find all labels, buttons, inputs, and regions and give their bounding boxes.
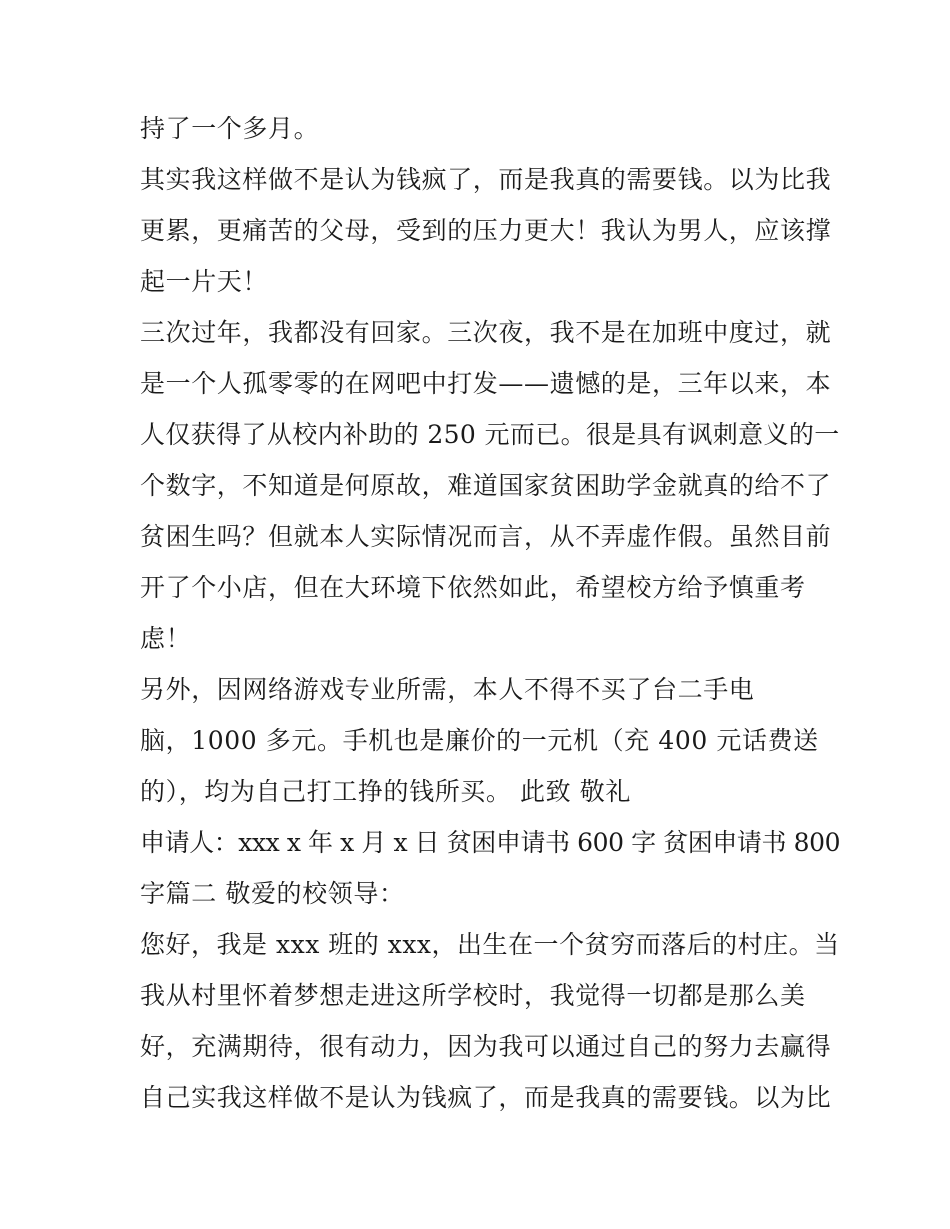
- text-line: 其实我这样做不是认为钱疯了，而是我真的需要钱。以为比我: [140, 165, 832, 194]
- text-line: 起一片天！: [140, 267, 269, 296]
- text-line: 的），均为自己打工挣的钱所买。 此致 敬礼: [140, 777, 631, 806]
- text-line: 三次过年，我都没有回家。三次夜，我不是在加班中度过，就: [140, 318, 832, 347]
- text-line: 更累，更痛苦的父母，受到的压力更大！我认为男人，应该撑: [140, 216, 832, 245]
- text-line: 字篇二 敬爱的校领导：: [140, 879, 405, 908]
- text-line: 是一个人孤零零的在网吧中打发——遗憾的是，三年以来，本: [140, 369, 832, 398]
- text-line: 人仅获得了从校内补助的 250 元而已。很是具有讽刺意义的一: [140, 420, 840, 449]
- text-line: 贫困生吗？但就本人实际情况而言，从不弄虚作假。虽然目前: [140, 522, 832, 551]
- text-line: 持了一个多月。: [140, 114, 320, 143]
- text-line: 自己实我这样做不是认为钱疯了，而是我真的需要钱。以为比: [140, 1083, 832, 1112]
- text-line: 个数字，不知道是何原故，难道国家贫困助学金就真的给不了: [140, 471, 832, 500]
- text-line: 脑，1000 多元。手机也是廉价的一元机（充 400 元话费送: [140, 726, 819, 755]
- text-line: 申请人：xxx x 年 x 月 x 日 贫困申请书 600 字 贫困申请书 800: [140, 828, 841, 857]
- text-line: 虑！: [140, 624, 192, 653]
- text-line: 我从村里怀着梦想走进这所学校时，我觉得一切都是那么美: [140, 981, 806, 1010]
- text-line: 开了个小店，但在大环境下依然如此，希望校方给予慎重考: [140, 573, 806, 602]
- text-line: 您好，我是 xxx 班的 xxx，出生在一个贫穷而落后的村庄。当: [140, 930, 840, 959]
- text-line: 另外，因网络游戏专业所需，本人不得不买了台二手电: [140, 675, 755, 704]
- text-line: 好，充满期待，很有动力，因为我可以通过自己的努力去赢得: [140, 1032, 832, 1061]
